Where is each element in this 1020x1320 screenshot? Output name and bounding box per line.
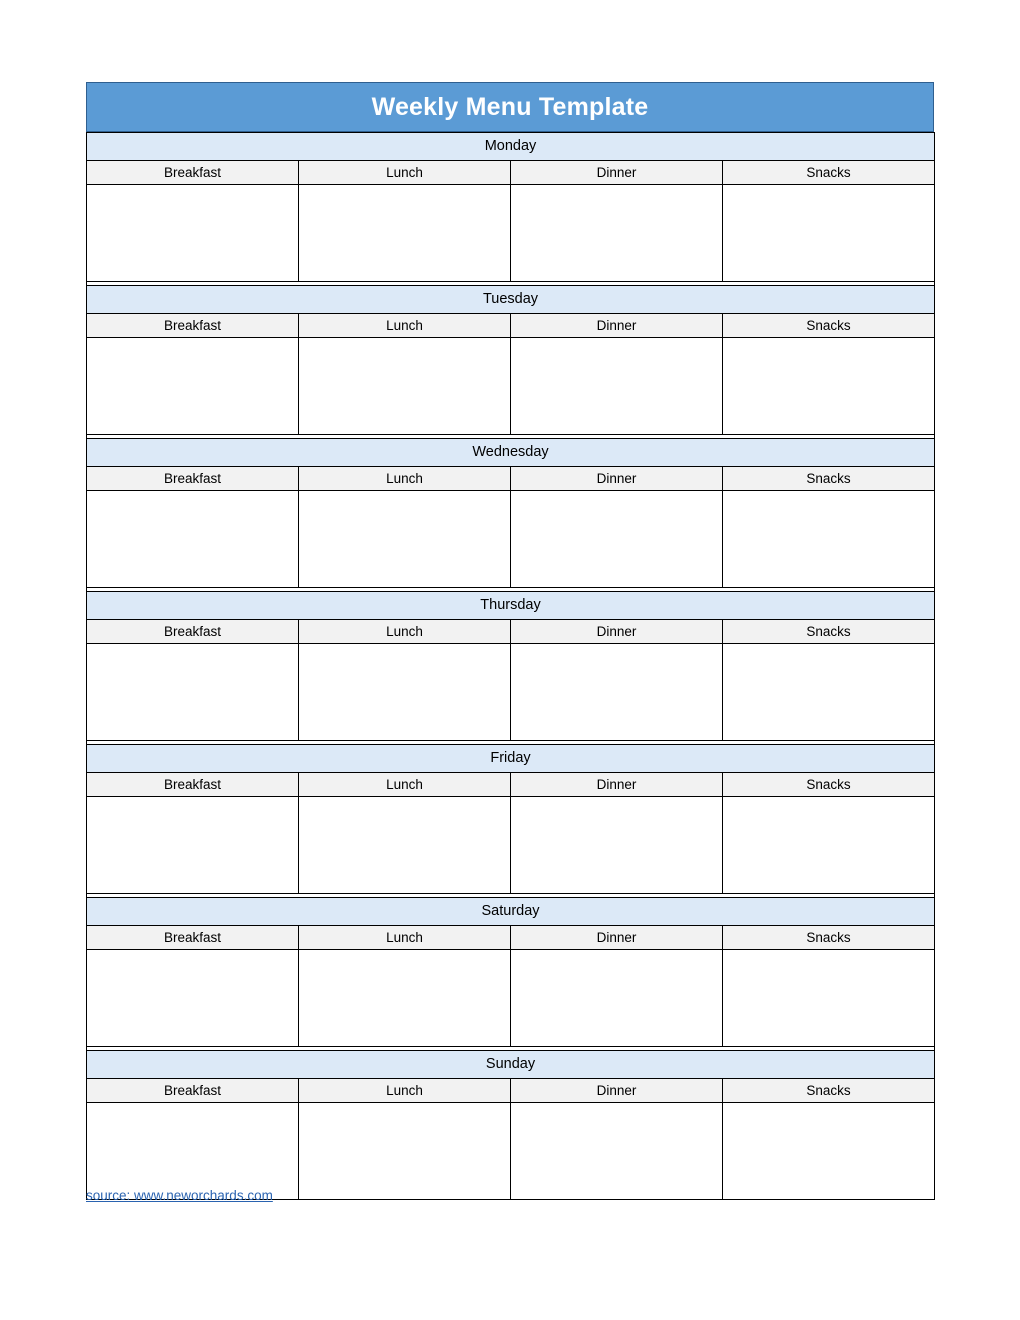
entry-cell-sunday-lunch[interactable]	[299, 1103, 511, 1200]
entry-cell-friday-dinner[interactable]	[511, 797, 723, 894]
meal-header-breakfast: Breakfast	[87, 926, 299, 950]
entry-cell-monday-snacks[interactable]	[723, 185, 935, 282]
entry-cell-monday-lunch[interactable]	[299, 185, 511, 282]
meal-header-breakfast: Breakfast	[87, 1079, 299, 1103]
day-label-wednesday: Wednesday	[87, 439, 935, 467]
entry-row-sunday	[87, 1103, 935, 1200]
entry-cell-friday-lunch[interactable]	[299, 797, 511, 894]
page-title: Weekly Menu Template	[371, 92, 649, 121]
entry-cell-thursday-snacks[interactable]	[723, 644, 935, 741]
entry-row-tuesday	[87, 338, 935, 435]
entry-row-thursday	[87, 644, 935, 741]
day-row	[87, 745, 935, 773]
day-row	[87, 286, 935, 314]
day-row	[87, 439, 935, 467]
entry-cell-saturday-dinner[interactable]	[511, 950, 723, 1047]
day-label-monday: Monday	[87, 133, 935, 161]
meal-header-lunch: Lunch	[299, 773, 511, 797]
document-title-bar	[86, 82, 934, 132]
meal-header-row	[87, 620, 935, 644]
day-row	[87, 592, 935, 620]
meal-header-row	[87, 1079, 935, 1103]
meal-header-dinner: Dinner	[511, 314, 723, 338]
source-link[interactable]: source: www.neworchards.com	[86, 1188, 273, 1203]
entry-cell-friday-snacks[interactable]	[723, 797, 935, 894]
entry-cell-tuesday-breakfast[interactable]	[87, 338, 299, 435]
entry-cell-tuesday-snacks[interactable]	[723, 338, 935, 435]
meal-header-row	[87, 161, 935, 185]
meal-header-dinner: Dinner	[511, 773, 723, 797]
entry-cell-monday-breakfast[interactable]	[87, 185, 299, 282]
entry-row-saturday	[87, 950, 935, 1047]
meal-header-lunch: Lunch	[299, 314, 511, 338]
meal-header-row	[87, 314, 935, 338]
meal-header-breakfast: Breakfast	[87, 314, 299, 338]
entry-cell-sunday-dinner[interactable]	[511, 1103, 723, 1200]
day-row	[87, 1051, 935, 1079]
day-label-sunday: Sunday	[87, 1051, 935, 1079]
meal-header-dinner: Dinner	[511, 620, 723, 644]
meal-header-lunch: Lunch	[299, 1079, 511, 1103]
entry-cell-saturday-snacks[interactable]	[723, 950, 935, 1047]
meal-header-breakfast: Breakfast	[87, 161, 299, 185]
meal-header-snacks: Snacks	[723, 773, 935, 797]
weekly-menu-table	[86, 132, 935, 1200]
entry-cell-tuesday-dinner[interactable]	[511, 338, 723, 435]
meal-header-lunch: Lunch	[299, 467, 511, 491]
entry-cell-tuesday-lunch[interactable]	[299, 338, 511, 435]
meal-header-snacks: Snacks	[723, 314, 935, 338]
day-label-thursday: Thursday	[87, 592, 935, 620]
entry-cell-wednesday-breakfast[interactable]	[87, 491, 299, 588]
entry-cell-sunday-snacks[interactable]	[723, 1103, 935, 1200]
entry-row-friday	[87, 797, 935, 894]
meal-header-lunch: Lunch	[299, 926, 511, 950]
day-row	[87, 133, 935, 161]
meal-header-breakfast: Breakfast	[87, 773, 299, 797]
meal-header-lunch: Lunch	[299, 161, 511, 185]
entry-cell-friday-breakfast[interactable]	[87, 797, 299, 894]
meal-header-snacks: Snacks	[723, 467, 935, 491]
day-label-friday: Friday	[87, 745, 935, 773]
entry-cell-wednesday-dinner[interactable]	[511, 491, 723, 588]
meal-header-row	[87, 926, 935, 950]
meal-header-row	[87, 467, 935, 491]
day-label-saturday: Saturday	[87, 898, 935, 926]
meal-header-dinner: Dinner	[511, 1079, 723, 1103]
meal-header-snacks: Snacks	[723, 620, 935, 644]
meal-header-breakfast: Breakfast	[87, 620, 299, 644]
entry-cell-thursday-breakfast[interactable]	[87, 644, 299, 741]
entry-cell-sunday-breakfast[interactable]	[87, 1103, 299, 1200]
meal-header-snacks: Snacks	[723, 161, 935, 185]
day-label-tuesday: Tuesday	[87, 286, 935, 314]
entry-cell-saturday-lunch[interactable]	[299, 950, 511, 1047]
entry-cell-wednesday-snacks[interactable]	[723, 491, 935, 588]
entry-cell-wednesday-lunch[interactable]	[299, 491, 511, 588]
entry-cell-thursday-lunch[interactable]	[299, 644, 511, 741]
day-row	[87, 898, 935, 926]
entry-cell-monday-dinner[interactable]	[511, 185, 723, 282]
weekly-menu-document	[86, 82, 934, 1200]
meal-header-lunch: Lunch	[299, 620, 511, 644]
entry-cell-thursday-dinner[interactable]	[511, 644, 723, 741]
meal-header-row	[87, 773, 935, 797]
meal-header-snacks: Snacks	[723, 926, 935, 950]
meal-header-snacks: Snacks	[723, 1079, 935, 1103]
meal-header-breakfast: Breakfast	[87, 467, 299, 491]
entry-cell-saturday-breakfast[interactable]	[87, 950, 299, 1047]
meal-header-dinner: Dinner	[511, 467, 723, 491]
entry-row-monday	[87, 185, 935, 282]
meal-header-dinner: Dinner	[511, 926, 723, 950]
meal-header-dinner: Dinner	[511, 161, 723, 185]
entry-row-wednesday	[87, 491, 935, 588]
